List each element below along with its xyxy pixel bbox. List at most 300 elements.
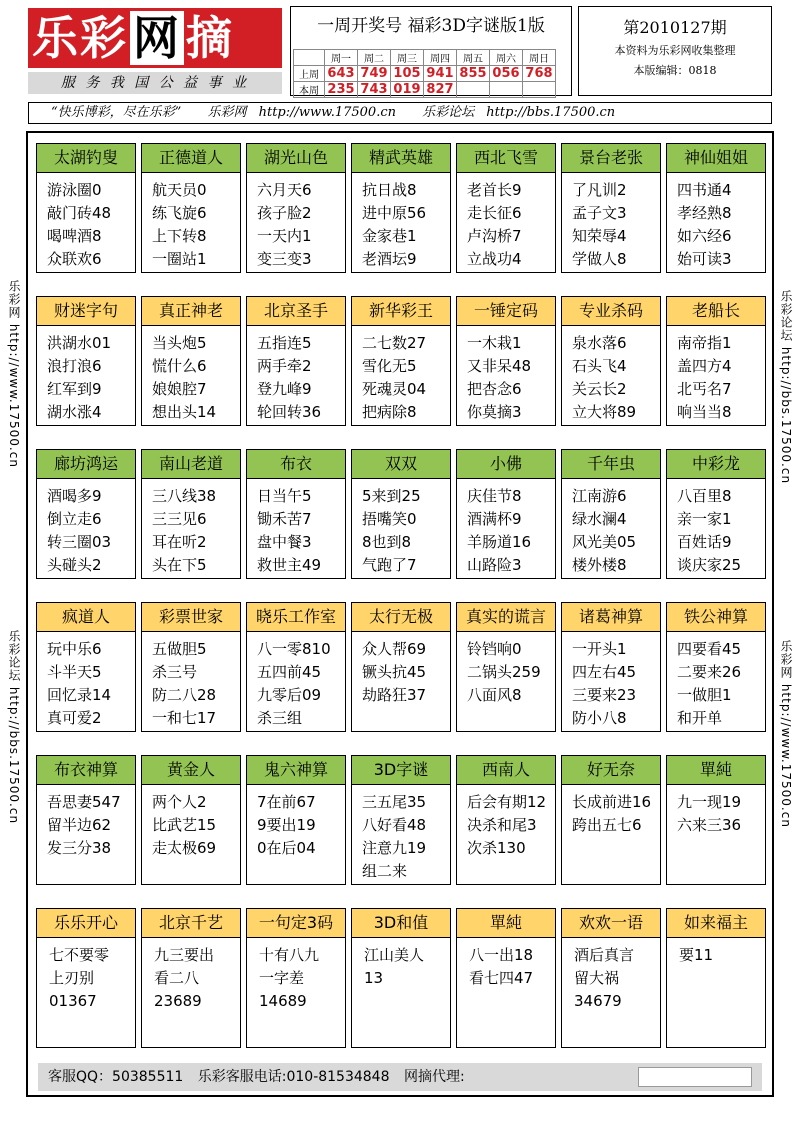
card-body xyxy=(37,632,135,730)
draw-title: 一周开奖号 福彩3D字谜版1版 xyxy=(317,16,545,36)
draw-number: 056 xyxy=(490,66,523,82)
riddle-line: 后会有期12 xyxy=(467,793,547,811)
prediction-card xyxy=(561,908,661,1048)
riddle-line: 八一出18 xyxy=(469,946,534,964)
prediction-card xyxy=(456,602,556,732)
prediction-card xyxy=(141,449,241,579)
riddle-line: 江南游6 xyxy=(572,487,627,505)
riddle-line: 留大祸 xyxy=(574,969,620,987)
draw-number: 643 xyxy=(325,66,358,82)
riddle-line: 九零后09 xyxy=(257,686,322,704)
card-title: 一句定3码 xyxy=(247,909,345,938)
riddle-line: 百姓话9 xyxy=(677,533,732,551)
riddle-line: 两个人2 xyxy=(152,793,207,811)
riddle-line: 九一现19 xyxy=(677,793,742,811)
card-title: 3D和值 xyxy=(352,909,450,938)
day-label: 周三 xyxy=(391,50,424,66)
card-body xyxy=(457,632,555,707)
card-body xyxy=(142,173,240,271)
riddle-line: 南帝指1 xyxy=(677,334,732,352)
riddle-line: 孝经熟8 xyxy=(677,204,732,222)
riddle-line: 练飞旋6 xyxy=(152,204,207,222)
riddle-line: 登九峰9 xyxy=(257,380,312,398)
editor-note: 本版编辑：0818 xyxy=(633,64,717,77)
card-title: 太湖钓叟 xyxy=(37,144,135,173)
draw-results-box xyxy=(290,6,572,96)
riddle-line: 9要出19 xyxy=(257,816,316,834)
card-title: 真实的谎言 xyxy=(457,603,555,632)
card-body xyxy=(142,326,240,424)
riddle-line: 0在后04 xyxy=(257,839,316,857)
riddle-line: 杀三组 xyxy=(257,709,303,727)
riddle-line: 01367 xyxy=(49,992,97,1010)
card-body xyxy=(457,326,555,424)
card-body xyxy=(457,785,555,860)
draw-number: 827 xyxy=(424,82,457,98)
card-body xyxy=(247,785,345,860)
riddle-line: 防小八8 xyxy=(572,709,627,727)
riddle-line: 山路险3 xyxy=(467,556,522,574)
card-title: 晓乐工作室 xyxy=(247,603,345,632)
card-body xyxy=(667,785,765,837)
riddle-line: 立大将89 xyxy=(572,403,637,421)
riddle-line: 5来到25 xyxy=(362,487,421,505)
riddle-line: 绿水澜4 xyxy=(572,510,627,528)
card-body xyxy=(562,785,660,837)
this-week-row xyxy=(294,82,556,98)
riddle-line: 酒满杯9 xyxy=(467,510,522,528)
riddle-line: 孩子脸2 xyxy=(257,204,312,222)
site-name: 乐彩网 xyxy=(207,105,247,120)
prediction-card xyxy=(351,143,451,273)
riddle-line: 斗半天5 xyxy=(47,663,102,681)
riddle-line: 13 xyxy=(364,969,384,987)
riddle-line: 九三要出 xyxy=(154,946,215,964)
riddle-line: 红军到9 xyxy=(47,380,102,398)
riddle-line: 四左右45 xyxy=(572,663,637,681)
riddle-line: 8也到8 xyxy=(362,533,412,551)
prediction-card xyxy=(36,602,136,732)
riddle-line: 老酒坛9 xyxy=(362,250,417,268)
customer-qq: 客服QQ：50385511 xyxy=(48,1069,184,1085)
card-body xyxy=(37,785,135,860)
draw-number: 768 xyxy=(523,66,556,82)
riddle-line: 盘中餐3 xyxy=(257,533,312,551)
card-title: 财迷字句 xyxy=(37,297,135,326)
riddle-line: 走长征6 xyxy=(467,204,522,222)
card-title: 景台老张 xyxy=(562,144,660,173)
riddle-line: 一开头1 xyxy=(572,640,627,658)
prediction-card xyxy=(246,602,346,732)
card-body xyxy=(457,479,555,577)
riddle-line: 23689 xyxy=(154,992,202,1010)
riddle-line: 泉水落6 xyxy=(572,334,627,352)
riddle-line: 把病除8 xyxy=(362,403,417,421)
riddle-line: 关云长2 xyxy=(572,380,627,398)
riddle-line: 决杀和尾3 xyxy=(467,816,537,834)
prediction-card xyxy=(456,143,556,273)
forum-name: 乐彩论坛 xyxy=(422,105,475,120)
riddle-line: 一字差 xyxy=(259,969,305,987)
prediction-card xyxy=(351,449,451,579)
riddle-line: 看二八 xyxy=(154,969,200,987)
riddle-line: 14689 xyxy=(259,992,307,1010)
card-body xyxy=(667,479,765,577)
riddle-line: 防二八28 xyxy=(152,686,217,704)
card-body xyxy=(562,632,660,730)
prediction-card xyxy=(36,296,136,426)
riddle-line: 石头飞4 xyxy=(572,357,627,375)
card-body xyxy=(562,326,660,424)
draw-number xyxy=(490,82,523,98)
riddle-line: 洪湖水01 xyxy=(47,334,112,352)
riddle-line: 看七四47 xyxy=(469,969,534,987)
agent-label: 网摘代理: xyxy=(403,1069,465,1085)
card-title: 黄金人 xyxy=(142,756,240,785)
riddle-line: 四书通4 xyxy=(677,181,732,199)
riddle-line: 慌什么6 xyxy=(152,357,207,375)
riddle-line: 八百里8 xyxy=(677,487,732,505)
prediction-card xyxy=(246,908,346,1048)
riddle-line: 一木栽1 xyxy=(467,334,522,352)
riddle-line: 五做胆5 xyxy=(152,640,207,658)
riddle-line: 救世主49 xyxy=(257,556,322,574)
riddle-line: 倒立走6 xyxy=(47,510,102,528)
riddle-line: 亲一家1 xyxy=(677,510,732,528)
riddle-line: 比武艺15 xyxy=(152,816,217,834)
prediction-card xyxy=(456,296,556,426)
riddle-line: 航天员0 xyxy=(152,181,207,199)
riddle-line: 抗日战8 xyxy=(362,181,417,199)
riddle-line: 留半边62 xyxy=(47,816,112,834)
card-body xyxy=(142,479,240,577)
prediction-card xyxy=(561,602,661,732)
riddle-line: 两手牵2 xyxy=(257,357,312,375)
draw-number: 855 xyxy=(457,66,490,82)
riddle-line: 八面风8 xyxy=(467,686,522,704)
card-title: 疯道人 xyxy=(37,603,135,632)
card-title: 鬼六神算 xyxy=(247,756,345,785)
riddle-line: 想出头14 xyxy=(152,403,217,421)
card-title: 南山老道 xyxy=(142,450,240,479)
card-body xyxy=(352,326,450,424)
draw-days-row xyxy=(294,50,556,66)
riddle-line: 庆佳节8 xyxy=(467,487,522,505)
card-title: 如来福主 xyxy=(667,909,765,938)
riddle-line: 七不要零 xyxy=(49,946,110,964)
riddle-line: 转三圈03 xyxy=(47,533,112,551)
logo xyxy=(28,8,282,68)
card-body xyxy=(457,938,555,990)
riddle-line: 了凡训2 xyxy=(572,181,627,199)
card-body xyxy=(247,479,345,577)
card-title: 新华彩王 xyxy=(352,297,450,326)
riddle-line: 进中原56 xyxy=(362,204,427,222)
prediction-card xyxy=(36,908,136,1048)
riddle-line: 次杀130 xyxy=(467,839,526,857)
prediction-card xyxy=(36,755,136,885)
card-body xyxy=(352,938,450,990)
prediction-card xyxy=(561,755,661,885)
prediction-card xyxy=(36,143,136,273)
riddle-line: 北丐名7 xyxy=(677,380,732,398)
riddle-line: 气跑了7 xyxy=(362,556,417,574)
card-body xyxy=(37,173,135,271)
day-label: 周二 xyxy=(358,50,391,66)
riddle-line: 八好看48 xyxy=(362,816,427,834)
riddle-line: 上刃别 xyxy=(49,969,95,987)
side-text-right-bottom: 乐彩网 http://www.17500.cn xyxy=(779,640,793,828)
riddle-line: 要11 xyxy=(679,946,714,964)
riddle-line: 三三见6 xyxy=(152,510,207,528)
card-title: 欢欢一语 xyxy=(562,909,660,938)
card-body xyxy=(247,632,345,730)
prediction-card xyxy=(666,143,766,273)
riddle-line: 雪化无5 xyxy=(362,357,417,375)
riddle-line: 杀三号 xyxy=(152,663,198,681)
riddle-line: 一做胆1 xyxy=(677,686,732,704)
prediction-card xyxy=(246,755,346,885)
card-title: 中彩龙 xyxy=(667,450,765,479)
prediction-card xyxy=(246,143,346,273)
draw-table xyxy=(293,49,556,98)
riddle-line: 当头炮5 xyxy=(152,334,207,352)
card-title: 真正神老 xyxy=(142,297,240,326)
card-title: 铁公神算 xyxy=(667,603,765,632)
slogan: 服 务 我 国 公 益 事 业 xyxy=(28,72,282,94)
card-body xyxy=(142,632,240,730)
day-label: 周四 xyxy=(424,50,457,66)
prediction-card xyxy=(351,602,451,732)
riddle-line: 一圈站1 xyxy=(152,250,207,268)
card-title: 北京圣手 xyxy=(247,297,345,326)
banner xyxy=(28,102,772,124)
riddle-line: 知荣辱4 xyxy=(572,227,627,245)
motto: “快乐博彩，尽在乐彩” xyxy=(51,105,182,120)
card-body xyxy=(562,479,660,577)
draw-number: 749 xyxy=(358,66,391,82)
riddle-line: 又非呆48 xyxy=(467,357,532,375)
agent-field xyxy=(638,1067,752,1087)
this-week-label: 本周 xyxy=(294,82,325,98)
riddle-line: 锄禾苦7 xyxy=(257,510,312,528)
card-body xyxy=(562,173,660,271)
riddle-line: 老首长9 xyxy=(467,181,522,199)
riddle-line: 回忆录14 xyxy=(47,686,112,704)
riddle-line: 二要来26 xyxy=(677,663,742,681)
riddle-line: 二七数27 xyxy=(362,334,427,352)
card-body xyxy=(247,326,345,424)
riddle-line: 走太极69 xyxy=(152,839,217,857)
card-title: 双双 xyxy=(352,450,450,479)
card-body xyxy=(247,938,345,1013)
riddle-line: 三五尾35 xyxy=(362,793,427,811)
riddle-line: 众人帮69 xyxy=(362,640,427,658)
card-body xyxy=(247,173,345,271)
prediction-card xyxy=(36,449,136,579)
draw-number xyxy=(457,82,490,98)
riddle-line: 玩中乐6 xyxy=(47,640,102,658)
card-body xyxy=(37,326,135,424)
day-label: 周六 xyxy=(490,50,523,66)
prediction-card xyxy=(561,143,661,273)
draw-corner xyxy=(294,50,325,66)
card-title: 老船长 xyxy=(667,297,765,326)
prediction-card xyxy=(351,908,451,1048)
riddle-line: 头在下5 xyxy=(152,556,207,574)
riddle-line: 注意九19 xyxy=(362,839,427,857)
card-title: 小佛 xyxy=(457,450,555,479)
riddle-line: 响当当8 xyxy=(677,403,732,421)
card-title: 彩票世家 xyxy=(142,603,240,632)
card-title: 布衣 xyxy=(247,450,345,479)
riddle-line: 六来三36 xyxy=(677,816,742,834)
card-title: 千年虫 xyxy=(562,450,660,479)
riddle-line: 羊肠道16 xyxy=(467,533,532,551)
riddle-line: 众联欢6 xyxy=(47,250,102,268)
prediction-card xyxy=(666,908,766,1048)
draw-number xyxy=(523,82,556,98)
riddle-line: 三八线38 xyxy=(152,487,217,505)
card-body xyxy=(562,938,660,1013)
riddle-line: 把杏念6 xyxy=(467,380,522,398)
card-body xyxy=(667,938,765,967)
riddle-line: 7在前67 xyxy=(257,793,316,811)
draw-number: 019 xyxy=(391,82,424,98)
riddle-line: 楼外楼8 xyxy=(572,556,627,574)
prediction-card xyxy=(141,908,241,1048)
riddle-line: 谈庆家25 xyxy=(677,556,742,574)
riddle-line: 吾思妻547 xyxy=(47,793,121,811)
riddle-line: 发三分38 xyxy=(47,839,112,857)
riddle-line: 上下转8 xyxy=(152,227,207,245)
draw-number: 941 xyxy=(424,66,457,82)
riddle-line: 耳在听2 xyxy=(152,533,207,551)
riddle-line: 五四前45 xyxy=(257,663,322,681)
card-title: 乐乐开心 xyxy=(37,909,135,938)
card-body xyxy=(667,173,765,271)
prediction-card xyxy=(561,296,661,426)
collected-note: 本资料为乐彩网收集整理 xyxy=(614,44,736,57)
riddle-line: 死魂灵04 xyxy=(362,380,427,398)
card-title: 單純 xyxy=(457,909,555,938)
riddle-line: 五指连5 xyxy=(257,334,312,352)
riddle-line: 金家巷1 xyxy=(362,227,417,245)
riddle-line: 组二来 xyxy=(362,862,408,880)
issue-box xyxy=(578,6,772,96)
forum-link[interactable]: http://bbs.17500.cn xyxy=(486,105,616,120)
riddle-line: 跨出五七6 xyxy=(572,816,642,834)
prediction-card xyxy=(351,296,451,426)
prediction-card xyxy=(141,755,241,885)
card-title: 正德道人 xyxy=(142,144,240,173)
card-title: 太行无极 xyxy=(352,603,450,632)
last-week-label: 上周 xyxy=(294,66,325,82)
riddle-line: 八一零810 xyxy=(257,640,331,658)
card-body xyxy=(352,785,450,883)
riddle-line: 日当午5 xyxy=(257,487,312,505)
riddle-line: 捂嘴笑0 xyxy=(362,510,417,528)
riddle-line: 长成前进16 xyxy=(572,793,652,811)
riddle-line: 三要来23 xyxy=(572,686,637,704)
logo-part-1: 乐彩 xyxy=(32,11,128,65)
riddle-line: 始可读3 xyxy=(677,250,732,268)
prediction-card xyxy=(561,449,661,579)
day-label: 周五 xyxy=(457,50,490,66)
riddle-line: 喝啤酒8 xyxy=(47,227,102,245)
prediction-card xyxy=(666,602,766,732)
predictions-panel xyxy=(26,131,774,1097)
card-body xyxy=(352,632,450,707)
riddle-line: 立战功4 xyxy=(467,250,522,268)
card-title: 北京千艺 xyxy=(142,909,240,938)
side-text-left-top: 乐彩网 http://www.17500.cn xyxy=(7,280,21,468)
riddle-line: 湖水涨4 xyxy=(47,403,102,421)
issue-number: 第2010127期 xyxy=(623,18,727,37)
prediction-card xyxy=(246,296,346,426)
riddle-line: 真可爱2 xyxy=(47,709,102,727)
prediction-card xyxy=(351,755,451,885)
riddle-line: 娘娘腔7 xyxy=(152,380,207,398)
riddle-line: 铃铛响0 xyxy=(467,640,522,658)
riddle-line: 一和七17 xyxy=(152,709,217,727)
riddle-line: 江山美人 xyxy=(364,946,425,964)
footer-bar xyxy=(38,1063,762,1091)
riddle-line: 轮回转36 xyxy=(257,403,322,421)
day-label: 周日 xyxy=(523,50,556,66)
card-body xyxy=(37,938,135,1013)
prediction-card xyxy=(456,449,556,579)
card-body xyxy=(142,785,240,860)
prediction-card xyxy=(141,296,241,426)
logo-part-3: 摘 xyxy=(186,11,234,65)
riddle-line: 浪打浪6 xyxy=(47,357,102,375)
riddle-line: 敲门砖48 xyxy=(47,204,112,222)
draw-number: 235 xyxy=(325,82,358,98)
card-body xyxy=(37,479,135,577)
card-title: 西北飞雪 xyxy=(457,144,555,173)
riddle-line: 学做人8 xyxy=(572,250,627,268)
riddle-line: 酒后真言 xyxy=(574,946,635,964)
card-title: 专业杀码 xyxy=(562,297,660,326)
prediction-card xyxy=(141,602,241,732)
card-title: 神仙姐姐 xyxy=(667,144,765,173)
card-body xyxy=(142,938,240,1013)
site-link[interactable]: http://www.17500.cn xyxy=(258,105,396,120)
prediction-card xyxy=(666,449,766,579)
prediction-card xyxy=(666,755,766,885)
card-title: 诸葛神算 xyxy=(562,603,660,632)
riddle-line: 34679 xyxy=(574,992,622,1010)
riddle-line: 卢沟桥7 xyxy=(467,227,522,245)
riddle-line: 十有八九 xyxy=(259,946,320,964)
card-title: 好无奈 xyxy=(562,756,660,785)
card-body xyxy=(667,326,765,424)
side-text-left-bottom: 乐彩论坛 http://bbs.17500.cn xyxy=(7,630,21,825)
card-body xyxy=(667,632,765,730)
card-title: 單純 xyxy=(667,756,765,785)
card-title: 西南人 xyxy=(457,756,555,785)
riddle-line: 孟子文3 xyxy=(572,204,627,222)
riddle-line: 游泳圈0 xyxy=(47,181,102,199)
card-title: 廊坊鸿运 xyxy=(37,450,135,479)
prediction-card xyxy=(456,755,556,885)
card-body xyxy=(457,173,555,271)
card-title: 布衣神算 xyxy=(37,756,135,785)
prediction-card xyxy=(141,143,241,273)
card-body xyxy=(352,479,450,577)
riddle-line: 变三变3 xyxy=(257,250,312,268)
